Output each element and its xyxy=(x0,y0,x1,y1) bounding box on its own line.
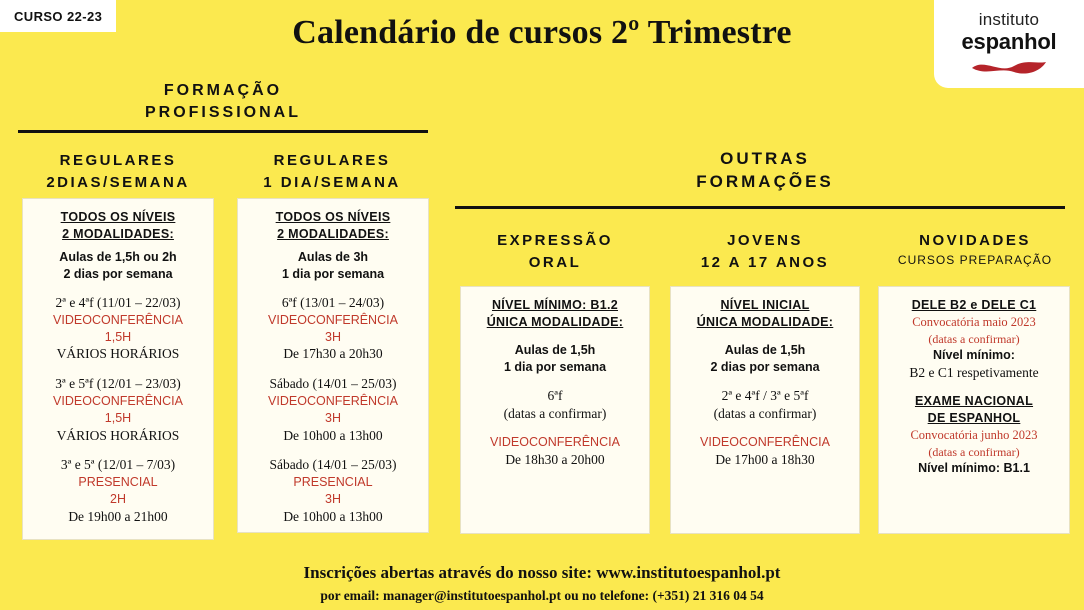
exp-l6: (datas a confirmar) xyxy=(503,405,607,421)
nov-head-line2: CURSOS PREPARAÇÃO xyxy=(897,252,1053,267)
footer xyxy=(0,563,1084,604)
reg2-b2-duration: 1,5H xyxy=(104,410,132,425)
reg2-b1-note: VÁRIOS HORÁRIOS xyxy=(56,346,180,362)
reg2-b1-duration: 1,5H xyxy=(104,329,132,344)
reg1-l2: 2 MODALIDADES: xyxy=(277,226,389,241)
logo xyxy=(934,0,1084,88)
card-regulares-1dia xyxy=(237,198,429,533)
nov-b2-level: Nível mínimo: B1.1 xyxy=(918,460,1030,475)
reg1-b3-mode: PRESENCIAL xyxy=(293,475,373,490)
reg2-head-line2: 2DIAS/SEMANA xyxy=(46,173,190,191)
reg1-b3-note: De 10h00 a 13h00 xyxy=(283,508,383,524)
card-regulares-2dias xyxy=(22,198,214,540)
jov-head-line1: JOVENS xyxy=(727,232,803,249)
logo-line2: espanhol xyxy=(961,29,1057,54)
reg2-b3-note: De 19h00 a 21h00 xyxy=(68,508,168,524)
exp-l4: 1 dia por semana xyxy=(503,359,607,374)
section-title-formacao-profissional xyxy=(18,80,428,123)
nov-b1-level-value: B2 e C1 respetivamente xyxy=(909,364,1039,380)
card-jovens xyxy=(670,286,860,534)
nov-b2-note: (datas a confirmar) xyxy=(928,444,1020,459)
exp-l5: 6ªf xyxy=(547,387,563,403)
footer-line-contacts[interactable]: por email: manager@institutoespanhol.pt ou no telefone: (+351) 21 316 04 54 xyxy=(320,588,764,603)
nov-b2-title-line1: EXAME NACIONAL xyxy=(914,394,1034,409)
reg2-b1-mode: VIDEOCONFERÊNCIA xyxy=(53,312,183,327)
column-head-regulares-1dia xyxy=(232,150,432,194)
jov-l5: 2ª e 4ªf / 3ª e 5ªf xyxy=(721,387,809,403)
logo-swoosh-icon xyxy=(970,60,1048,76)
column-head-expressao-oral xyxy=(455,230,655,274)
column-head-novidades xyxy=(875,230,1075,269)
of-title-line2: FORMAÇÕES xyxy=(696,171,834,191)
nov-b1-note: (datas a confirmar) xyxy=(928,331,1020,346)
jov-l8: De 17h00 a 18h30 xyxy=(715,451,815,467)
jov-l1: NÍVEL INICIAL xyxy=(720,298,810,312)
reg2-l4: 2 dias por semana xyxy=(63,266,173,281)
fp-title-line2: PROFISSIONAL xyxy=(144,103,301,121)
card-novidades xyxy=(878,286,1070,534)
reg1-l4: 1 dia por semana xyxy=(281,266,385,281)
reg2-l3: Aulas de 1,5h ou 2h xyxy=(59,249,177,264)
exp-head-line1: EXPRESSÃO xyxy=(497,232,613,249)
column-head-jovens xyxy=(665,230,865,274)
reg2-b3-duration: 2H xyxy=(110,491,126,506)
column-head-regulares-2dias xyxy=(18,150,218,194)
reg1-head-line1: REGULARES xyxy=(273,152,391,169)
reg2-head-line1: REGULARES xyxy=(59,152,177,169)
jov-l3: Aulas de 1,5h xyxy=(724,342,806,357)
exp-l1: NÍVEL MÍNIMO: B1.2 xyxy=(491,298,619,312)
card-expressao-oral xyxy=(460,286,650,534)
reg1-b2-mode: VIDEOCONFERÊNCIA xyxy=(268,393,398,408)
reg1-b1-duration: 3H xyxy=(325,329,341,344)
exp-head-line2: ORAL xyxy=(528,253,582,271)
reg1-b3-duration: 3H xyxy=(325,491,341,506)
reg1-l3: Aulas de 3h xyxy=(297,249,369,264)
divider-formacao-profissional xyxy=(18,130,428,133)
reg1-head-line2: 1 DIA/SEMANA xyxy=(263,173,401,191)
reg2-b3-mode: PRESENCIAL xyxy=(78,475,158,490)
logo-line1: instituto xyxy=(978,10,1040,29)
nov-b1-convocatoria: Convocatória maio 2023 xyxy=(912,314,1036,329)
reg2-b2-note: VÁRIOS HORÁRIOS xyxy=(56,427,180,443)
reg2-b2-mode: VIDEOCONFERÊNCIA xyxy=(53,393,183,408)
nov-b2-convocatoria: Convocatória junho 2023 xyxy=(910,427,1038,442)
reg1-b2-duration: 3H xyxy=(325,410,341,425)
nov-b1-level-label: Nível mínimo: xyxy=(933,347,1015,362)
page-title: Calendário de cursos 2º Trimestre xyxy=(292,14,792,51)
jov-head-line2: 12 A 17 ANOS xyxy=(700,253,830,271)
exp-l3: Aulas de 1,5h xyxy=(514,342,596,357)
reg2-l2: 2 MODALIDADES: xyxy=(62,226,174,241)
exp-l8: De 18h30 a 20h00 xyxy=(505,451,605,467)
reg1-l1: TODOS OS NÍVEIS xyxy=(275,210,391,224)
nov-b2-title-line2: DE ESPANHOL xyxy=(927,410,1021,425)
exp-l2: ÚNICA MODALIDADE: xyxy=(486,314,624,329)
reg2-b1-dates: 2ª e 4ªf (11/01 – 22/03) xyxy=(55,294,181,310)
divider-outras-formacoes xyxy=(455,206,1065,209)
course-badge: CURSO 22-23 xyxy=(0,0,116,32)
nov-head-line1: NOVIDADES xyxy=(919,232,1031,249)
reg2-b2-dates: 3ª e 5ªf (12/01 – 23/03) xyxy=(55,375,181,391)
reg1-b1-mode: VIDEOCONFERÊNCIA xyxy=(268,312,398,327)
section-title-outras-formacoes xyxy=(455,148,1075,194)
jov-l6: (datas a confirmar) xyxy=(713,405,817,421)
reg1-b1-note: De 17h30 a 20h30 xyxy=(283,346,383,362)
footer-line-site[interactable]: Inscrições abertas através do nosso site: www.institutoespanhol.pt xyxy=(303,563,781,582)
nov-b1-title: DELE B2 e DELE C1 xyxy=(911,298,1037,312)
of-title-line1: OUTRAS xyxy=(720,149,810,168)
reg1-b1-dates: 6ªf (13/01 – 24/03) xyxy=(281,294,385,310)
jov-l4: 2 dias por semana xyxy=(710,359,820,374)
reg1-b2-dates: Sábado (14/01 – 25/03) xyxy=(269,375,397,391)
reg1-b3-dates: Sábado (14/01 – 25/03) xyxy=(269,456,397,472)
jov-l2: ÚNICA MODALIDADE: xyxy=(696,314,834,329)
reg1-b2-note: De 10h00 a 13h00 xyxy=(283,427,383,443)
fp-title-line1: FORMAÇÃO xyxy=(163,82,283,99)
reg2-l1: TODOS OS NÍVEIS xyxy=(60,210,176,224)
exp-l7: VIDEOCONFERÊNCIA xyxy=(490,434,620,449)
jov-l7: VIDEOCONFERÊNCIA xyxy=(700,434,830,449)
reg2-b3-dates: 3ª e 5ª (12/01 – 7/03) xyxy=(60,456,176,472)
